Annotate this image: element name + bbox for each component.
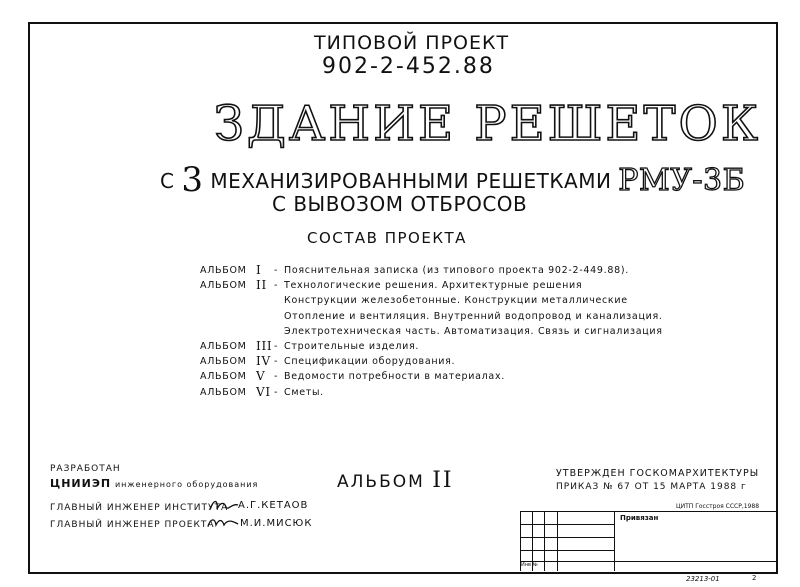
album-caption-number: II [432, 468, 454, 493]
album-row [200, 385, 663, 400]
album-row-number: III [256, 338, 273, 353]
album-row-text: Спецификации оборудования. [284, 356, 456, 368]
album-row-text: Конструкции железобетонные. Конструкции металлические [284, 295, 628, 307]
album-row-label: АЛЬБОМ [200, 340, 247, 352]
album-row-label: АЛЬБОМ [200, 265, 247, 276]
stamp-inv-label: Инв № [521, 562, 538, 568]
album-row-number: I [256, 263, 262, 277]
album-row-text: Электротехническая часть. Автоматизация. Связь и сигнализация [284, 325, 663, 337]
album-row-label [200, 293, 284, 308]
approval-line2: ПРИКАЗ № 67 ОТ 15 МАРТА 1988 г [556, 482, 747, 492]
album-row-number: IV [256, 354, 271, 369]
signatory-role-1: ГЛАВНЫЙ ИНЖЕНЕР ИНСТИТУТА [50, 503, 229, 513]
album-row-text: Строительные изделия. [284, 340, 420, 352]
document-title: ЗДАНИЕ РЕШЕТОК [214, 96, 761, 152]
drawing-code: 23213-01 [686, 575, 720, 583]
subtitle-prefix: С [160, 169, 175, 193]
section-heading: СОСТАВ ПРОЕКТА [307, 229, 467, 247]
album-row-label: АЛЬБОМ [200, 386, 247, 398]
album-row-dash: - [274, 280, 279, 292]
album-row-label: АЛЬБОМ [200, 280, 247, 292]
subtitle-line2: С ВЫВОЗОМ ОТБРОСОВ [272, 192, 528, 216]
album-row-label: АЛЬБОМ [200, 356, 247, 368]
signatory-name-2: М.И.МИСЮК [240, 518, 313, 529]
stamp-line [520, 524, 614, 525]
developer-org [50, 477, 258, 490]
album-row-dash: - [274, 356, 279, 368]
album-row [200, 263, 663, 278]
album-row [200, 293, 663, 308]
album-row-number: II [256, 278, 267, 293]
album-row-text: Сметы. [284, 386, 324, 398]
album-row-dash: - [274, 371, 279, 383]
developer-org-abbr: ЦНИИЭП [50, 477, 112, 490]
stamp-line [520, 561, 776, 562]
subtitle-middle: МЕХАНИЗИРОВАННЫМИ РЕШЕТКАМИ [210, 169, 612, 193]
album-caption-label: АЛЬБОМ [337, 472, 425, 492]
album-row-text: Технологические решения. Архитектурные решения [284, 280, 583, 292]
page-number: 2 [752, 574, 757, 582]
stamp-line [544, 511, 545, 571]
album-list [200, 263, 663, 400]
album-row-text: Пояснительная записка (из типового проекта 902-2-449.88). [284, 265, 629, 276]
project-type-label: ТИПОВОЙ ПРОЕКТ [314, 32, 510, 54]
album-row-number: V [256, 369, 266, 384]
signature-1 [208, 497, 240, 515]
album-row-dash: - [274, 340, 279, 352]
approval-line1: УТВЕРЖДЕН ГОСКОМАРХИТЕКТУРЫ [556, 468, 760, 479]
developer-label: РАЗРАБОТАН [50, 464, 121, 474]
album-row-text: Отопление и вентиляция. Внутренний водопровод и канализация. [284, 310, 663, 322]
album-row [200, 324, 663, 339]
album-row-label: АЛЬБОМ [200, 371, 247, 383]
signatory-name-1: А.Г.КЕТАОВ [238, 500, 309, 511]
subtitle-number: 3 [181, 160, 204, 200]
stamp-line [557, 511, 558, 571]
album-row [200, 369, 663, 384]
stamp-line [520, 537, 614, 538]
album-row [200, 339, 663, 354]
subtitle-model: РМУ-3Б [618, 163, 746, 198]
signatory-role-2: ГЛАВНЫЙ ИНЖЕНЕР ПРОЕКТА [50, 520, 215, 530]
album-row [200, 309, 663, 324]
stamp-line [520, 550, 614, 551]
album-row-dash: - [274, 386, 279, 398]
signature-2 [206, 514, 240, 532]
stamp-line [614, 511, 615, 571]
album-row-label [200, 309, 284, 324]
album-row-dash: - [274, 265, 279, 276]
project-number: 902-2-452.88 [322, 54, 495, 79]
stamp-bound-label: Привязан [620, 514, 659, 522]
developer-org-rest: инженерного оборудования [114, 480, 259, 489]
copyright-note: ЦИТП Госстроя СССР,1988 [676, 503, 760, 510]
album-caption [337, 468, 454, 493]
album-row-label [200, 324, 284, 339]
album-row-text: Ведомости потребности в материалах. [284, 371, 505, 383]
album-row [200, 278, 663, 293]
album-row [200, 354, 663, 369]
album-row-number: VI [256, 384, 271, 399]
